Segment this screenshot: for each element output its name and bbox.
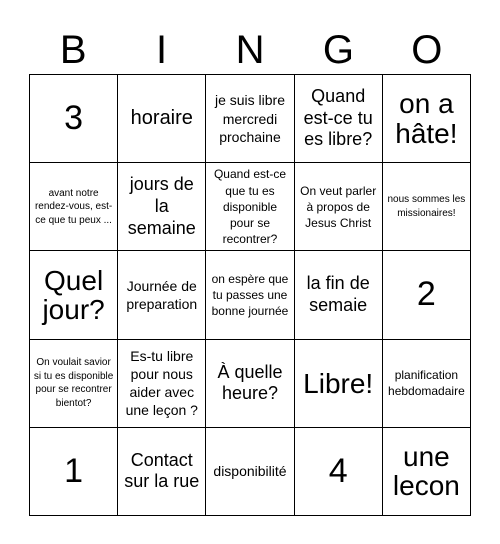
bingo-cell[interactable]: 3 (30, 75, 118, 163)
bingo-cell[interactable]: 1 (30, 428, 118, 516)
bingo-cell[interactable]: disponibilité (206, 428, 294, 516)
bingo-cell[interactable]: une lecon (383, 428, 471, 516)
bingo-grid (29, 74, 471, 516)
bingo-cell[interactable]: je suis libre mercredi prochaine (206, 75, 294, 163)
bingo-cell[interactable]: horaire (118, 75, 206, 163)
bingo-cell[interactable]: Contact sur la rue (118, 428, 206, 516)
bingo-cell[interactable]: 4 (295, 428, 383, 516)
bingo-cell[interactable]: On voulait savior si tu es disponible pour se recontrer bientot? (30, 340, 118, 428)
header-letter-b: B (59, 28, 87, 72)
bingo-cell[interactable]: Quel jour? (30, 251, 118, 339)
bingo-cell[interactable]: Es-tu libre pour nous aider avec une leçon ? (118, 340, 206, 428)
header-letter-n: N (235, 28, 265, 72)
bingo-cell[interactable]: 2 (383, 251, 471, 339)
header-letter-i: I (156, 28, 168, 72)
bingo-cell[interactable]: On veut parler à propos de Jesus Christ (295, 163, 383, 251)
bingo-cell[interactable]: la fin de semaie (295, 251, 383, 339)
bingo-cell[interactable]: Quand est-ce tu es libre? (295, 75, 383, 163)
bingo-cell[interactable]: Libre! (295, 340, 383, 428)
header-letter-o: O (411, 28, 443, 72)
bingo-cell[interactable]: avant notre rendez-vous, est-ce que tu peux ... (30, 163, 118, 251)
bingo-cell[interactable]: jours de la semaine (118, 163, 206, 251)
bingo-cell[interactable]: nous sommes les missionaires! (383, 163, 471, 251)
bingo-cell[interactable]: Journée de preparation (118, 251, 206, 339)
bingo-cell[interactable]: Quand est-ce que tu es disponible pour se recontrer? (206, 163, 294, 251)
bingo-cell[interactable]: planification hebdomadaire (383, 340, 471, 428)
header-letter-g: G (322, 28, 354, 72)
bingo-cell[interactable]: on a hâte! (383, 75, 471, 163)
bingo-header (29, 26, 471, 74)
bingo-cell[interactable]: À quelle heure? (206, 340, 294, 428)
bingo-cell[interactable]: on espère que tu passes une bonne journée (206, 251, 294, 339)
